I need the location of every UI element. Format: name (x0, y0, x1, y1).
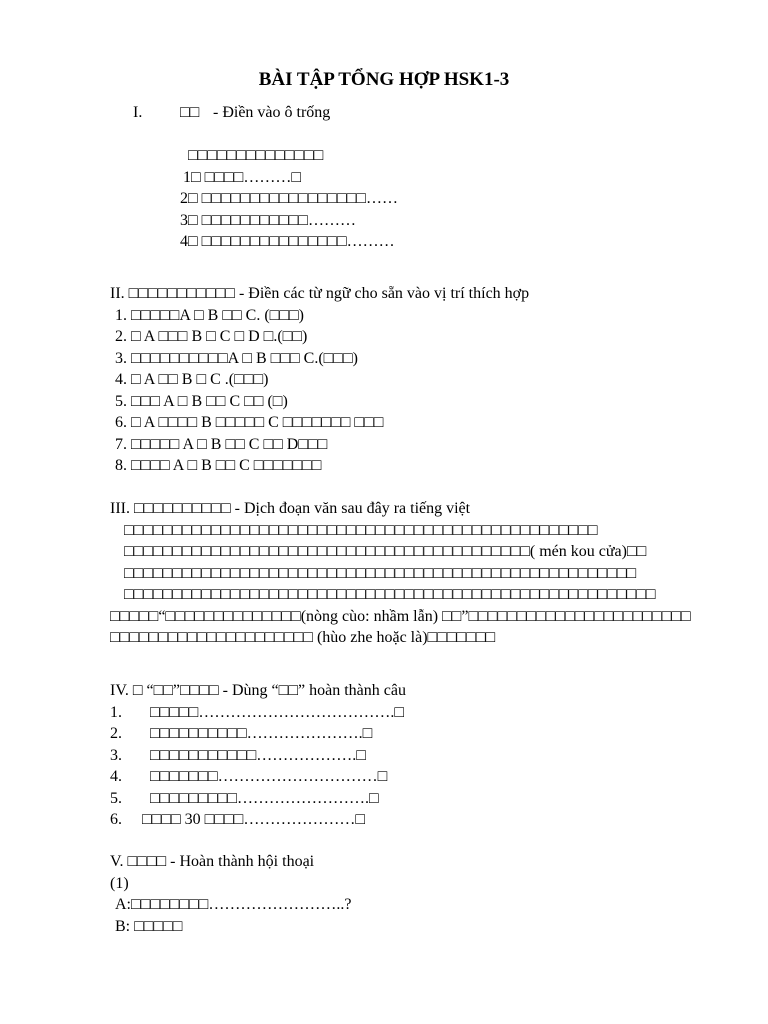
section4-item-number: 2. (110, 725, 122, 742)
section4-item-number: 6. (110, 811, 122, 828)
section2-item: 2. □ A □□□ B □ C □ D □.(□□) (115, 328, 308, 345)
section4-item-text: □□□□□□□□□□………………….□ (150, 725, 373, 742)
section3-paragraph-line: □□□□□□□□□□□□□□□□□□□□□ (hùo zhe hoặc là)□□□□□□□ (110, 629, 496, 646)
section1-item: 3□ □□□□□□□□□□□……… (180, 212, 356, 229)
section3-paragraph-line: □□□□□□□□□□□□□□□□□□□□□□□□□□□□□□□□□□□□□□□□□□□□□□□□□□□□□□□ (124, 586, 656, 603)
section3-paragraph-line: □□□□□“□□□□□□□□□□□□□□(nòng cùo: nhầm lẫn) □□”□□□□□□□□□□□□□□□□□□□□□□□ (110, 608, 691, 625)
section3-paragraph-line: □□□□□□□□□□□□□□□□□□□□□□□□□□□□□□□□□□□□□□□□□□□□□□□□□□□□□ (124, 565, 637, 582)
section4-item-text: □□□□□□□…………………………□ (150, 768, 388, 785)
section3-heading: III. □□□□□□□□□□ - Dịch đoạn văn sau đây ra tiếng việt (110, 500, 471, 517)
section4-item-text: □□□□□□□□□□□……………….□ (150, 747, 366, 764)
section3-paragraph-line: □□□□□□□□□□□□□□□□□□□□□□□□□□□□□□□□□□□□□□□□□□( mén kou cửa)□□ (124, 543, 647, 560)
section4-item-text: □□□□□……………………………….□ (150, 704, 404, 721)
section1-number: I. (133, 104, 143, 121)
section1-instruction: □□□□□□□□□□□□□□ (188, 147, 324, 164)
dialogue-line-b: B: □□□□□ (115, 918, 183, 935)
section1-item: 2□ □□□□□□□□□□□□□□□□□…… (180, 190, 398, 207)
section5-subnumber: (1) (110, 875, 129, 892)
section1-item: 1□ □□□□………□ (183, 169, 301, 186)
section2-item: 1. □□□□□A □ B □□ C. (□□□) (115, 307, 304, 324)
document-title: BÀI TẬP TỔNG HỢP HSK1-3 (258, 69, 510, 90)
section2-item: 8. □□□□ A □ B □□ C □□□□□□□ (115, 457, 322, 474)
section5-heading: V. □□□□ - Hoàn thành hội thoại (110, 853, 315, 870)
section1-vietnamese-title: - Điền vào ô trống (213, 104, 331, 121)
section3-paragraph-line: □□□□□□□□□□□□□□□□□□□□□□□□□□□□□□□□□□□□□□□□□□□□□□□□□ (124, 522, 598, 539)
section2-item: 7. □□□□□ A □ B □□ C □□ D□□□ (115, 436, 328, 453)
section4-item-number: 3. (110, 747, 122, 764)
section4-item-number: 4. (110, 768, 122, 785)
section4-heading: IV. □ “□□”□□□□ - Dùng “□□” hoàn thành câu (110, 682, 406, 699)
section4-item-number: 1. (110, 704, 122, 721)
dialogue-line-a: A:□□□□□□□□……………………..? (115, 896, 352, 913)
section2-item: 3. □□□□□□□□□□A □ B □□□ C.(□□□) (115, 350, 358, 367)
section1-chinese-title: □□ (180, 104, 200, 121)
section4-item-text: □□□□ 30 □□□□…………………□ (142, 811, 365, 828)
section2-item: 5. □□□ A □ B □□ C □□ (□) (115, 393, 288, 410)
section1-item: 4□ □□□□□□□□□□□□□□□……… (180, 233, 395, 250)
section2-item: 4. □ A □□ B □ C .(□□□) (115, 371, 269, 388)
section4-item-number: 5. (110, 790, 122, 807)
section2-heading: II. □□□□□□□□□□□ - Điền các từ ngữ cho sẵn vào vị trí thích hợp (110, 285, 530, 302)
section2-item: 6. □ A □□□□ B □□□□□ C □□□□□□□ □□□ (115, 414, 384, 431)
section4-item-text: □□□□□□□□□…………………….□ (150, 790, 379, 807)
